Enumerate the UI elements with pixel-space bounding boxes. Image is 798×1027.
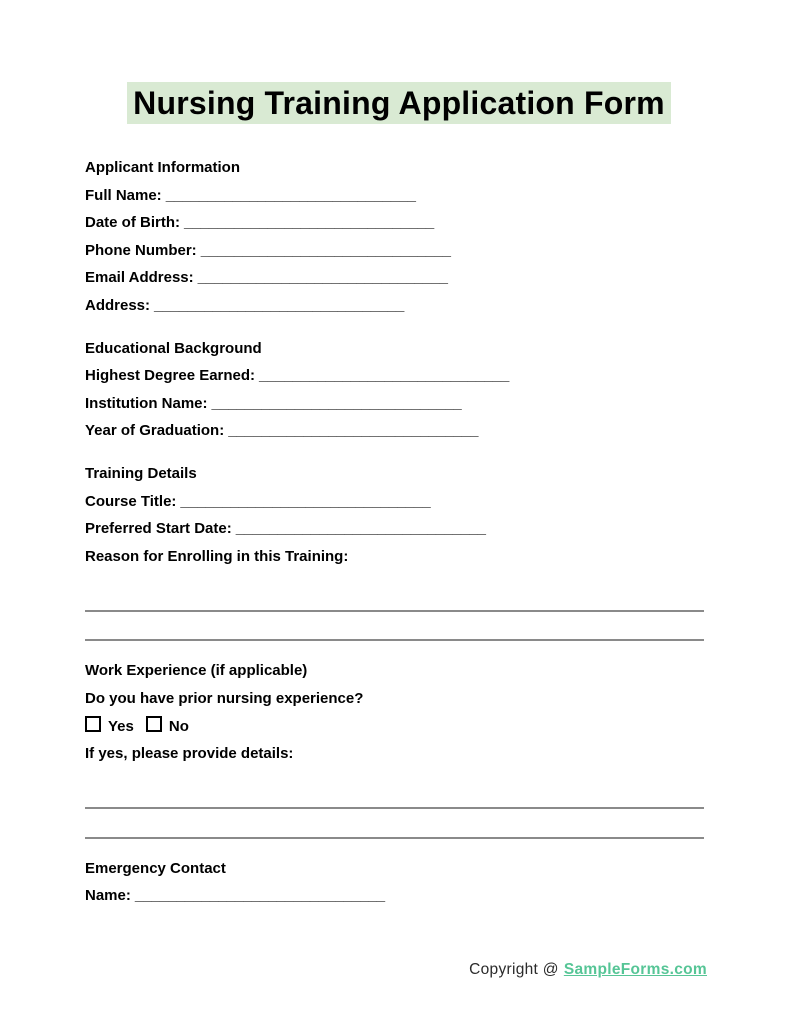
field-label: Course Title: [85,492,177,510]
field-label: Email Address: [85,269,194,287]
title-row [0,0,798,124]
details-write-in-area [85,780,704,839]
details-prompt: If yes, please provide details: [85,745,294,763]
checkbox-yes-label: Yes [108,717,134,735]
field-highest-degree [85,362,704,390]
write-in-line[interactable] [85,582,704,612]
sampleforms-link[interactable]: SampleForms.com [563,961,707,978]
blank-line-email-address[interactable]: ______________________________ [197,269,448,287]
section-heading-applicant-information: Applicant Information [85,159,240,176]
prior-experience-question: Do you have prior nursing experience? [85,689,364,707]
field-label: Institution Name: [85,394,208,412]
blank-line-year-of-graduation[interactable]: ______________________________ [228,422,479,440]
field-phone-number [85,237,704,265]
blank-line-preferred-start-date[interactable]: ______________________________ [235,520,486,538]
field-email-address [85,264,704,292]
blank-line-institution-name[interactable]: ______________________________ [211,394,462,412]
footer [469,961,707,979]
field-label: Phone Number: [85,241,197,259]
form-body [85,154,704,910]
field-course-title [85,488,704,516]
blank-line-date-of-birth[interactable]: ______________________________ [184,214,435,232]
blank-line-emergency-name[interactable]: ______________________________ [134,887,386,905]
field-emergency-name [85,882,704,910]
field-full-name [85,182,704,210]
copyright-text: Copyright @ [469,961,559,978]
checkbox-no-label: No [168,717,189,735]
field-address [85,292,704,320]
blank-line-phone-number[interactable]: ______________________________ [200,241,451,259]
field-label: Address: [85,296,151,314]
field-preferred-start-date [85,515,704,543]
section-heading-work-experience: Work Experience (if applicable) [85,662,308,680]
field-label: Highest Degree Earned: [85,367,256,385]
field-label: Date of Birth: [85,214,180,232]
write-in-line[interactable] [85,612,704,642]
blank-line-course-title[interactable]: ______________________________ [180,492,431,510]
reason-write-in-area [85,582,704,641]
experience-options-row [85,713,704,741]
field-date-of-birth [85,209,704,237]
checkbox-no-icon[interactable] [146,716,162,732]
blank-line-full-name[interactable]: ______________________________ [165,186,416,204]
section-heading-training-details: Training Details [85,464,197,482]
page-title: Nursing Training Application Form [127,82,671,124]
field-year-of-graduation [85,417,704,445]
reason-for-enrolling-prompt: Reason for Enrolling in this Training: [85,547,349,565]
blank-line-highest-degree[interactable]: ______________________________ [259,367,510,385]
field-label: Preferred Start Date: [85,520,232,538]
checkbox-yes-icon[interactable] [85,716,101,732]
field-institution-name [85,390,704,418]
section-heading-emergency-contact: Emergency Contact [85,859,226,877]
blank-line-address[interactable]: ______________________________ [154,296,405,314]
field-label: Name: [85,887,131,905]
field-label: Year of Graduation: [85,422,225,440]
write-in-line[interactable] [85,809,704,839]
field-label: Full Name: [85,186,162,204]
write-in-line[interactable] [85,780,704,810]
section-heading-educational-background: Educational Background [85,339,262,357]
